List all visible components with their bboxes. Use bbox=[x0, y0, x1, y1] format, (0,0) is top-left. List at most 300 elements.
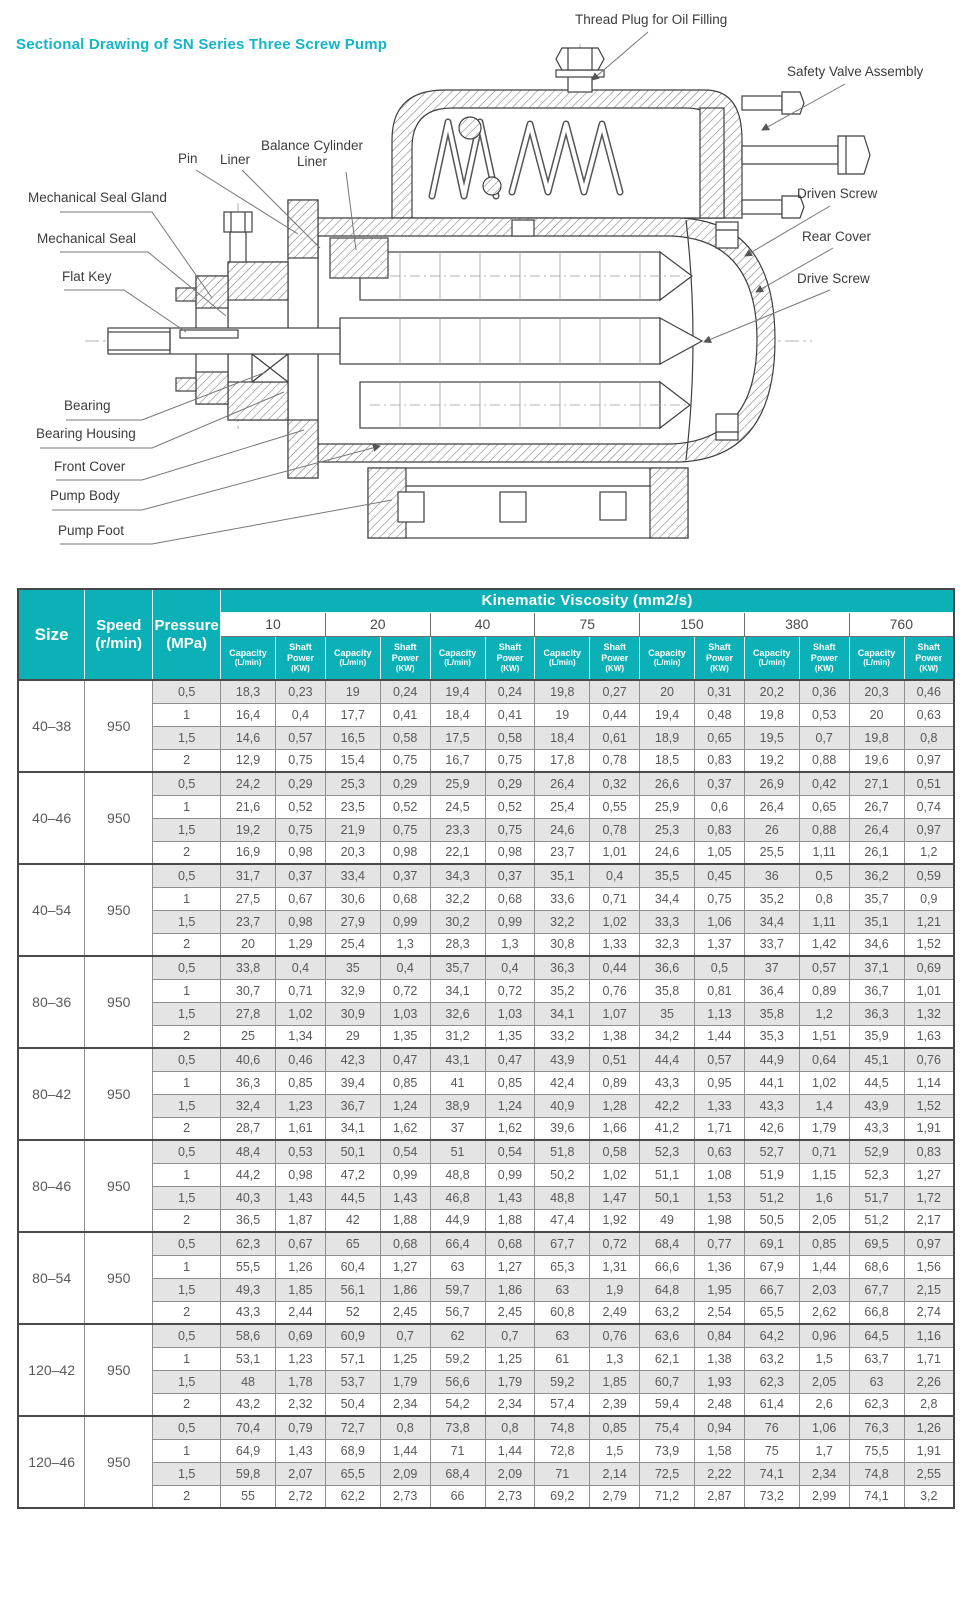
power-cell: 1,79 bbox=[380, 1370, 430, 1393]
capacity-cell: 41,2 bbox=[640, 1117, 695, 1140]
power-cell: 2,03 bbox=[799, 1278, 849, 1301]
power-cell: 1,02 bbox=[590, 1163, 640, 1186]
capacity-cell: 19,8 bbox=[849, 726, 904, 749]
capacity-cell: 42,6 bbox=[744, 1117, 799, 1140]
capacity-cell: 32,9 bbox=[325, 979, 380, 1002]
capacity-cell: 52,7 bbox=[744, 1140, 799, 1163]
size-cell: 80–42 bbox=[18, 1048, 85, 1140]
power-cell: 1,58 bbox=[695, 1439, 745, 1462]
power-cell: 1,26 bbox=[904, 1416, 954, 1439]
power-cell: 1,03 bbox=[380, 1002, 430, 1025]
capacity-cell: 26 bbox=[744, 818, 799, 841]
power-cell: 2,8 bbox=[904, 1393, 954, 1416]
power-cell: 0,75 bbox=[695, 887, 745, 910]
capacity-cell: 19,8 bbox=[744, 703, 799, 726]
power-cell: 0,55 bbox=[590, 795, 640, 818]
capacity-cell: 60,4 bbox=[325, 1255, 380, 1278]
capacity-cell: 67,7 bbox=[535, 1232, 590, 1255]
capacity-cell: 32,3 bbox=[640, 933, 695, 956]
capacity-header: Capacity (L/min) bbox=[325, 636, 380, 680]
power-cell: 0,61 bbox=[590, 726, 640, 749]
power-cell: 0,4 bbox=[485, 956, 535, 979]
capacity-cell: 23,7 bbox=[535, 841, 590, 864]
power-cell: 1,27 bbox=[904, 1163, 954, 1186]
power-cell: 0,71 bbox=[276, 979, 326, 1002]
power-cell: 0,47 bbox=[485, 1048, 535, 1071]
power-cell: 0,98 bbox=[276, 1163, 326, 1186]
pressure-cell: 1 bbox=[153, 795, 221, 818]
pressure-cell: 1,5 bbox=[153, 1186, 221, 1209]
capacity-cell: 59,2 bbox=[535, 1370, 590, 1393]
power-cell: 1,29 bbox=[276, 933, 326, 956]
power-cell: 1,15 bbox=[799, 1163, 849, 1186]
capacity-cell: 62,3 bbox=[744, 1370, 799, 1393]
power-cell: 2,79 bbox=[590, 1485, 640, 1508]
capacity-cell: 19,4 bbox=[640, 703, 695, 726]
capacity-cell: 50,4 bbox=[325, 1393, 380, 1416]
power-cell: 1,47 bbox=[590, 1186, 640, 1209]
pressure-cell: 0,5 bbox=[153, 956, 221, 979]
capacity-cell: 68,4 bbox=[430, 1462, 485, 1485]
speed-cell: 950 bbox=[85, 1232, 153, 1324]
capacity-cell: 27,5 bbox=[221, 887, 276, 910]
capacity-cell: 72,8 bbox=[535, 1439, 590, 1462]
pressure-cell: 1,5 bbox=[153, 818, 221, 841]
capacity-cell: 56,6 bbox=[430, 1370, 485, 1393]
power-cell: 1,5 bbox=[590, 1439, 640, 1462]
capacity-cell: 63,2 bbox=[744, 1347, 799, 1370]
power-cell: 0,8 bbox=[904, 726, 954, 749]
power-cell: 1,86 bbox=[485, 1278, 535, 1301]
power-cell: 2,99 bbox=[799, 1485, 849, 1508]
size-cell: 120–42 bbox=[18, 1324, 85, 1416]
power-cell: 2,09 bbox=[485, 1462, 535, 1485]
power-cell: 1,52 bbox=[904, 933, 954, 956]
capacity-cell: 40,9 bbox=[535, 1094, 590, 1117]
label-bearing-housing: Bearing Housing bbox=[36, 426, 136, 441]
capacity-cell: 25,4 bbox=[535, 795, 590, 818]
capacity-cell: 37,1 bbox=[849, 956, 904, 979]
capacity-cell: 65,5 bbox=[744, 1301, 799, 1324]
power-cell: 1,13 bbox=[695, 1002, 745, 1025]
capacity-cell: 40,6 bbox=[221, 1048, 276, 1071]
capacity-cell: 63 bbox=[849, 1370, 904, 1393]
pressure-cell: 2 bbox=[153, 1485, 221, 1508]
power-cell: 2,09 bbox=[380, 1462, 430, 1485]
power-cell: 0,79 bbox=[276, 1416, 326, 1439]
power-cell: 1,07 bbox=[590, 1002, 640, 1025]
capacity-cell: 36,4 bbox=[744, 979, 799, 1002]
power-cell: 0,99 bbox=[380, 910, 430, 933]
capacity-cell: 20,2 bbox=[744, 680, 799, 703]
capacity-cell: 44,9 bbox=[430, 1209, 485, 1232]
capacity-cell: 36 bbox=[744, 864, 799, 887]
power-cell: 0,51 bbox=[590, 1048, 640, 1071]
capacity-cell: 30,9 bbox=[325, 1002, 380, 1025]
speed-cell: 950 bbox=[85, 1140, 153, 1232]
power-cell: 0,58 bbox=[590, 1140, 640, 1163]
pressure-cell: 1 bbox=[153, 703, 221, 726]
power-cell: 1,35 bbox=[380, 1025, 430, 1048]
label-front-cover: Front Cover bbox=[54, 459, 126, 474]
capacity-cell: 20 bbox=[221, 933, 276, 956]
capacity-cell: 30,8 bbox=[535, 933, 590, 956]
capacity-cell: 66,4 bbox=[430, 1232, 485, 1255]
capacity-cell: 20,3 bbox=[849, 680, 904, 703]
size-cell: 40–38 bbox=[18, 680, 85, 772]
power-cell: 0,44 bbox=[590, 703, 640, 726]
capacity-cell: 47,2 bbox=[325, 1163, 380, 1186]
capacity-cell: 50,1 bbox=[640, 1186, 695, 1209]
capacity-cell: 35,2 bbox=[535, 979, 590, 1002]
capacity-cell: 31,7 bbox=[221, 864, 276, 887]
power-cell: 0,7 bbox=[485, 1324, 535, 1347]
capacity-header: Capacity (L/min) bbox=[535, 636, 590, 680]
capacity-cell: 66,7 bbox=[744, 1278, 799, 1301]
speed-cell: 950 bbox=[85, 1416, 153, 1508]
label-drive-screw: Drive Screw bbox=[797, 271, 870, 286]
capacity-cell: 74,1 bbox=[744, 1462, 799, 1485]
capacity-cell: 59,7 bbox=[430, 1278, 485, 1301]
capacity-cell: 19,5 bbox=[744, 726, 799, 749]
power-cell: 0,99 bbox=[485, 1163, 535, 1186]
capacity-cell: 64,5 bbox=[849, 1324, 904, 1347]
capacity-cell: 69,1 bbox=[744, 1232, 799, 1255]
capacity-cell: 19,2 bbox=[221, 818, 276, 841]
power-cell: 0,8 bbox=[799, 887, 849, 910]
power-cell: 0,63 bbox=[904, 703, 954, 726]
capacity-cell: 74,8 bbox=[535, 1416, 590, 1439]
power-cell: 1,62 bbox=[380, 1117, 430, 1140]
capacity-cell: 71 bbox=[430, 1439, 485, 1462]
power-cell: 0,24 bbox=[485, 680, 535, 703]
pressure-cell: 1,5 bbox=[153, 910, 221, 933]
capacity-cell: 63,2 bbox=[640, 1301, 695, 1324]
capacity-cell: 51,1 bbox=[640, 1163, 695, 1186]
power-cell: 0,54 bbox=[380, 1140, 430, 1163]
capacity-cell: 36,5 bbox=[221, 1209, 276, 1232]
power-cell: 0,85 bbox=[380, 1071, 430, 1094]
power-cell: 0,57 bbox=[799, 956, 849, 979]
power-cell: 0,24 bbox=[380, 680, 430, 703]
power-cell: 0,6 bbox=[695, 795, 745, 818]
power-cell: 1,2 bbox=[904, 841, 954, 864]
shaft-power-header: Shaft Power (KW) bbox=[904, 636, 954, 680]
capacity-cell: 26,4 bbox=[744, 795, 799, 818]
capacity-cell: 33,6 bbox=[535, 887, 590, 910]
power-cell: 0,27 bbox=[590, 680, 640, 703]
capacity-cell: 42 bbox=[325, 1209, 380, 1232]
capacity-cell: 43,9 bbox=[535, 1048, 590, 1071]
speed-cell: 950 bbox=[85, 680, 153, 772]
shaft-power-header: Shaft Power (KW) bbox=[380, 636, 430, 680]
capacity-cell: 35,3 bbox=[744, 1025, 799, 1048]
capacity-cell: 59,4 bbox=[640, 1393, 695, 1416]
capacity-cell: 16,5 bbox=[325, 726, 380, 749]
capacity-header: Capacity (L/min) bbox=[430, 636, 485, 680]
capacity-cell: 41 bbox=[430, 1071, 485, 1094]
power-cell: 1,43 bbox=[276, 1186, 326, 1209]
capacity-cell: 21,9 bbox=[325, 818, 380, 841]
power-cell: 0,84 bbox=[695, 1324, 745, 1347]
pump-drawing-area bbox=[0, 0, 972, 585]
power-cell: 1,85 bbox=[590, 1370, 640, 1393]
viscosity-value-header: 20 bbox=[325, 612, 430, 636]
capacity-cell: 76,3 bbox=[849, 1416, 904, 1439]
power-cell: 1,24 bbox=[485, 1094, 535, 1117]
power-cell: 2,44 bbox=[276, 1301, 326, 1324]
power-cell: 0,7 bbox=[799, 726, 849, 749]
power-cell: 1,25 bbox=[380, 1347, 430, 1370]
power-cell: 1,33 bbox=[695, 1094, 745, 1117]
capacity-cell: 52 bbox=[325, 1301, 380, 1324]
capacity-cell: 55 bbox=[221, 1485, 276, 1508]
capacity-cell: 51 bbox=[430, 1140, 485, 1163]
capacity-cell: 34,2 bbox=[640, 1025, 695, 1048]
capacity-cell: 32,2 bbox=[535, 910, 590, 933]
capacity-cell: 51,7 bbox=[849, 1186, 904, 1209]
capacity-cell: 60,9 bbox=[325, 1324, 380, 1347]
header-speed: Speed (r/min) bbox=[85, 589, 153, 680]
capacity-cell: 52,3 bbox=[640, 1140, 695, 1163]
power-cell: 0,97 bbox=[904, 818, 954, 841]
pump-sectional-drawing bbox=[0, 0, 972, 585]
shaft-power-header: Shaft Power (KW) bbox=[590, 636, 640, 680]
power-cell: 1,95 bbox=[695, 1278, 745, 1301]
power-cell: 0,83 bbox=[695, 749, 745, 772]
capacity-cell: 53,1 bbox=[221, 1347, 276, 1370]
power-cell: 1,27 bbox=[380, 1255, 430, 1278]
capacity-cell: 44,9 bbox=[744, 1048, 799, 1071]
capacity-cell: 50,5 bbox=[744, 1209, 799, 1232]
capacity-cell: 54,2 bbox=[430, 1393, 485, 1416]
power-cell: 0,88 bbox=[799, 818, 849, 841]
power-cell: 1,42 bbox=[799, 933, 849, 956]
capacity-cell: 68,9 bbox=[325, 1439, 380, 1462]
pressure-cell: 1 bbox=[153, 1255, 221, 1278]
size-cell: 40–54 bbox=[18, 864, 85, 956]
capacity-cell: 57,1 bbox=[325, 1347, 380, 1370]
power-cell: 1,43 bbox=[276, 1439, 326, 1462]
capacity-cell: 16,4 bbox=[221, 703, 276, 726]
power-cell: 0,72 bbox=[485, 979, 535, 1002]
capacity-cell: 33,8 bbox=[221, 956, 276, 979]
power-cell: 0,5 bbox=[695, 956, 745, 979]
capacity-cell: 19,8 bbox=[535, 680, 590, 703]
capacity-cell: 19 bbox=[325, 680, 380, 703]
label-liner: Liner bbox=[220, 152, 251, 167]
power-cell: 2,48 bbox=[695, 1393, 745, 1416]
capacity-cell: 25,4 bbox=[325, 933, 380, 956]
capacity-cell: 52,9 bbox=[849, 1140, 904, 1163]
capacity-cell: 72,7 bbox=[325, 1416, 380, 1439]
pressure-cell: 2 bbox=[153, 749, 221, 772]
capacity-cell: 64,9 bbox=[221, 1439, 276, 1462]
label-bearing: Bearing bbox=[64, 398, 111, 413]
capacity-cell: 15,4 bbox=[325, 749, 380, 772]
capacity-cell: 18,4 bbox=[535, 726, 590, 749]
power-cell: 1,23 bbox=[276, 1347, 326, 1370]
power-cell: 1,01 bbox=[904, 979, 954, 1002]
capacity-cell: 35,1 bbox=[535, 864, 590, 887]
pressure-cell: 2 bbox=[153, 1301, 221, 1324]
capacity-cell: 25,5 bbox=[744, 841, 799, 864]
power-cell: 2,34 bbox=[380, 1393, 430, 1416]
capacity-cell: 35,7 bbox=[849, 887, 904, 910]
capacity-cell: 19,6 bbox=[849, 749, 904, 772]
power-cell: 0,98 bbox=[485, 841, 535, 864]
capacity-cell: 36,7 bbox=[849, 979, 904, 1002]
power-cell: 1,11 bbox=[799, 841, 849, 864]
speed-cell: 950 bbox=[85, 1048, 153, 1140]
power-cell: 1,88 bbox=[485, 1209, 535, 1232]
capacity-cell: 74,8 bbox=[849, 1462, 904, 1485]
capacity-cell: 33,4 bbox=[325, 864, 380, 887]
power-cell: 1,23 bbox=[276, 1094, 326, 1117]
pressure-cell: 1,5 bbox=[153, 1002, 221, 1025]
power-cell: 1,62 bbox=[485, 1117, 535, 1140]
power-cell: 0,51 bbox=[904, 772, 954, 795]
power-cell: 0,75 bbox=[485, 749, 535, 772]
power-cell: 1,38 bbox=[695, 1347, 745, 1370]
capacity-cell: 25,9 bbox=[430, 772, 485, 795]
power-cell: 0,89 bbox=[590, 1071, 640, 1094]
power-cell: 0,76 bbox=[590, 1324, 640, 1347]
capacity-cell: 63,6 bbox=[640, 1324, 695, 1347]
power-cell: 0,72 bbox=[380, 979, 430, 1002]
capacity-cell: 75,4 bbox=[640, 1416, 695, 1439]
shaft-power-header: Shaft Power (KW) bbox=[799, 636, 849, 680]
capacity-cell: 33,3 bbox=[640, 910, 695, 933]
power-cell: 2,55 bbox=[904, 1462, 954, 1485]
performance-table bbox=[17, 588, 955, 1509]
power-cell: 0,48 bbox=[695, 703, 745, 726]
power-cell: 2,14 bbox=[590, 1462, 640, 1485]
power-cell: 1,5 bbox=[799, 1347, 849, 1370]
capacity-cell: 14,6 bbox=[221, 726, 276, 749]
capacity-cell: 19,2 bbox=[744, 749, 799, 772]
power-cell: 0,41 bbox=[485, 703, 535, 726]
capacity-cell: 75,5 bbox=[849, 1439, 904, 1462]
power-cell: 0,42 bbox=[799, 772, 849, 795]
capacity-cell: 16,9 bbox=[221, 841, 276, 864]
power-cell: 0,9 bbox=[904, 887, 954, 910]
power-cell: 0,58 bbox=[485, 726, 535, 749]
power-cell: 0,75 bbox=[485, 818, 535, 841]
capacity-cell: 62 bbox=[430, 1324, 485, 1347]
power-cell: 2,26 bbox=[904, 1370, 954, 1393]
power-cell: 2,05 bbox=[799, 1370, 849, 1393]
size-cell: 120–46 bbox=[18, 1416, 85, 1508]
power-cell: 2,17 bbox=[904, 1209, 954, 1232]
power-cell: 1,6 bbox=[799, 1186, 849, 1209]
power-cell: 1,02 bbox=[590, 910, 640, 933]
capacity-cell: 34,1 bbox=[325, 1117, 380, 1140]
power-cell: 0,4 bbox=[276, 703, 326, 726]
capacity-cell: 57,4 bbox=[535, 1393, 590, 1416]
capacity-cell: 34,1 bbox=[535, 1002, 590, 1025]
power-cell: 1,2 bbox=[799, 1002, 849, 1025]
power-cell: 0,4 bbox=[590, 864, 640, 887]
capacity-cell: 74,1 bbox=[849, 1485, 904, 1508]
capacity-cell: 73,8 bbox=[430, 1416, 485, 1439]
capacity-cell: 71,2 bbox=[640, 1485, 695, 1508]
capacity-cell: 34,4 bbox=[640, 887, 695, 910]
pressure-cell: 2 bbox=[153, 1209, 221, 1232]
power-cell: 1,26 bbox=[276, 1255, 326, 1278]
pressure-cell: 2 bbox=[153, 1393, 221, 1416]
power-cell: 0,64 bbox=[799, 1048, 849, 1071]
capacity-cell: 33,7 bbox=[744, 933, 799, 956]
pressure-cell: 0,5 bbox=[153, 1416, 221, 1439]
capacity-cell: 35 bbox=[325, 956, 380, 979]
power-cell: 0,65 bbox=[695, 726, 745, 749]
power-cell: 0,97 bbox=[904, 749, 954, 772]
capacity-cell: 46,8 bbox=[430, 1186, 485, 1209]
power-cell: 0,37 bbox=[276, 864, 326, 887]
label-pump-body: Pump Body bbox=[50, 488, 120, 503]
capacity-cell: 35,7 bbox=[430, 956, 485, 979]
power-cell: 0,58 bbox=[380, 726, 430, 749]
pressure-cell: 0,5 bbox=[153, 1324, 221, 1347]
pressure-cell: 1 bbox=[153, 1347, 221, 1370]
capacity-cell: 49 bbox=[640, 1209, 695, 1232]
capacity-cell: 32,4 bbox=[221, 1094, 276, 1117]
power-cell: 1,37 bbox=[695, 933, 745, 956]
capacity-cell: 36,3 bbox=[221, 1071, 276, 1094]
power-cell: 0,88 bbox=[799, 749, 849, 772]
shaft-power-header: Shaft Power (KW) bbox=[485, 636, 535, 680]
capacity-cell: 51,2 bbox=[849, 1209, 904, 1232]
capacity-cell: 35,2 bbox=[744, 887, 799, 910]
power-cell: 0,44 bbox=[590, 956, 640, 979]
power-cell: 1,08 bbox=[695, 1163, 745, 1186]
speed-cell: 950 bbox=[85, 956, 153, 1048]
capacity-cell: 75 bbox=[744, 1439, 799, 1462]
capacity-cell: 36,2 bbox=[849, 864, 904, 887]
capacity-cell: 59,2 bbox=[430, 1347, 485, 1370]
power-cell: 1,78 bbox=[276, 1370, 326, 1393]
power-cell: 2,49 bbox=[590, 1301, 640, 1324]
power-cell: 1,05 bbox=[695, 841, 745, 864]
power-cell: 1,4 bbox=[799, 1094, 849, 1117]
power-cell: 0,85 bbox=[590, 1416, 640, 1439]
capacity-cell: 44,2 bbox=[221, 1163, 276, 1186]
power-cell: 0,52 bbox=[276, 795, 326, 818]
capacity-cell: 43,2 bbox=[221, 1393, 276, 1416]
capacity-cell: 62,3 bbox=[849, 1393, 904, 1416]
power-cell: 0,98 bbox=[380, 841, 430, 864]
power-cell: 0,98 bbox=[276, 910, 326, 933]
capacity-cell: 21,6 bbox=[221, 795, 276, 818]
capacity-cell: 61 bbox=[535, 1347, 590, 1370]
power-cell: 1,02 bbox=[276, 1002, 326, 1025]
pressure-cell: 1 bbox=[153, 1439, 221, 1462]
capacity-cell: 58,6 bbox=[221, 1324, 276, 1347]
power-cell: 0,32 bbox=[590, 772, 640, 795]
power-cell: 1,7 bbox=[799, 1439, 849, 1462]
capacity-cell: 47,4 bbox=[535, 1209, 590, 1232]
power-cell: 1,51 bbox=[799, 1025, 849, 1048]
pressure-cell: 1,5 bbox=[153, 1278, 221, 1301]
capacity-cell: 28,3 bbox=[430, 933, 485, 956]
capacity-cell: 20 bbox=[640, 680, 695, 703]
header-pressure: Pressure (MPa) bbox=[153, 589, 221, 680]
capacity-cell: 26,9 bbox=[744, 772, 799, 795]
capacity-cell: 50,1 bbox=[325, 1140, 380, 1163]
power-cell: 0,68 bbox=[485, 1232, 535, 1255]
power-cell: 2,73 bbox=[485, 1485, 535, 1508]
